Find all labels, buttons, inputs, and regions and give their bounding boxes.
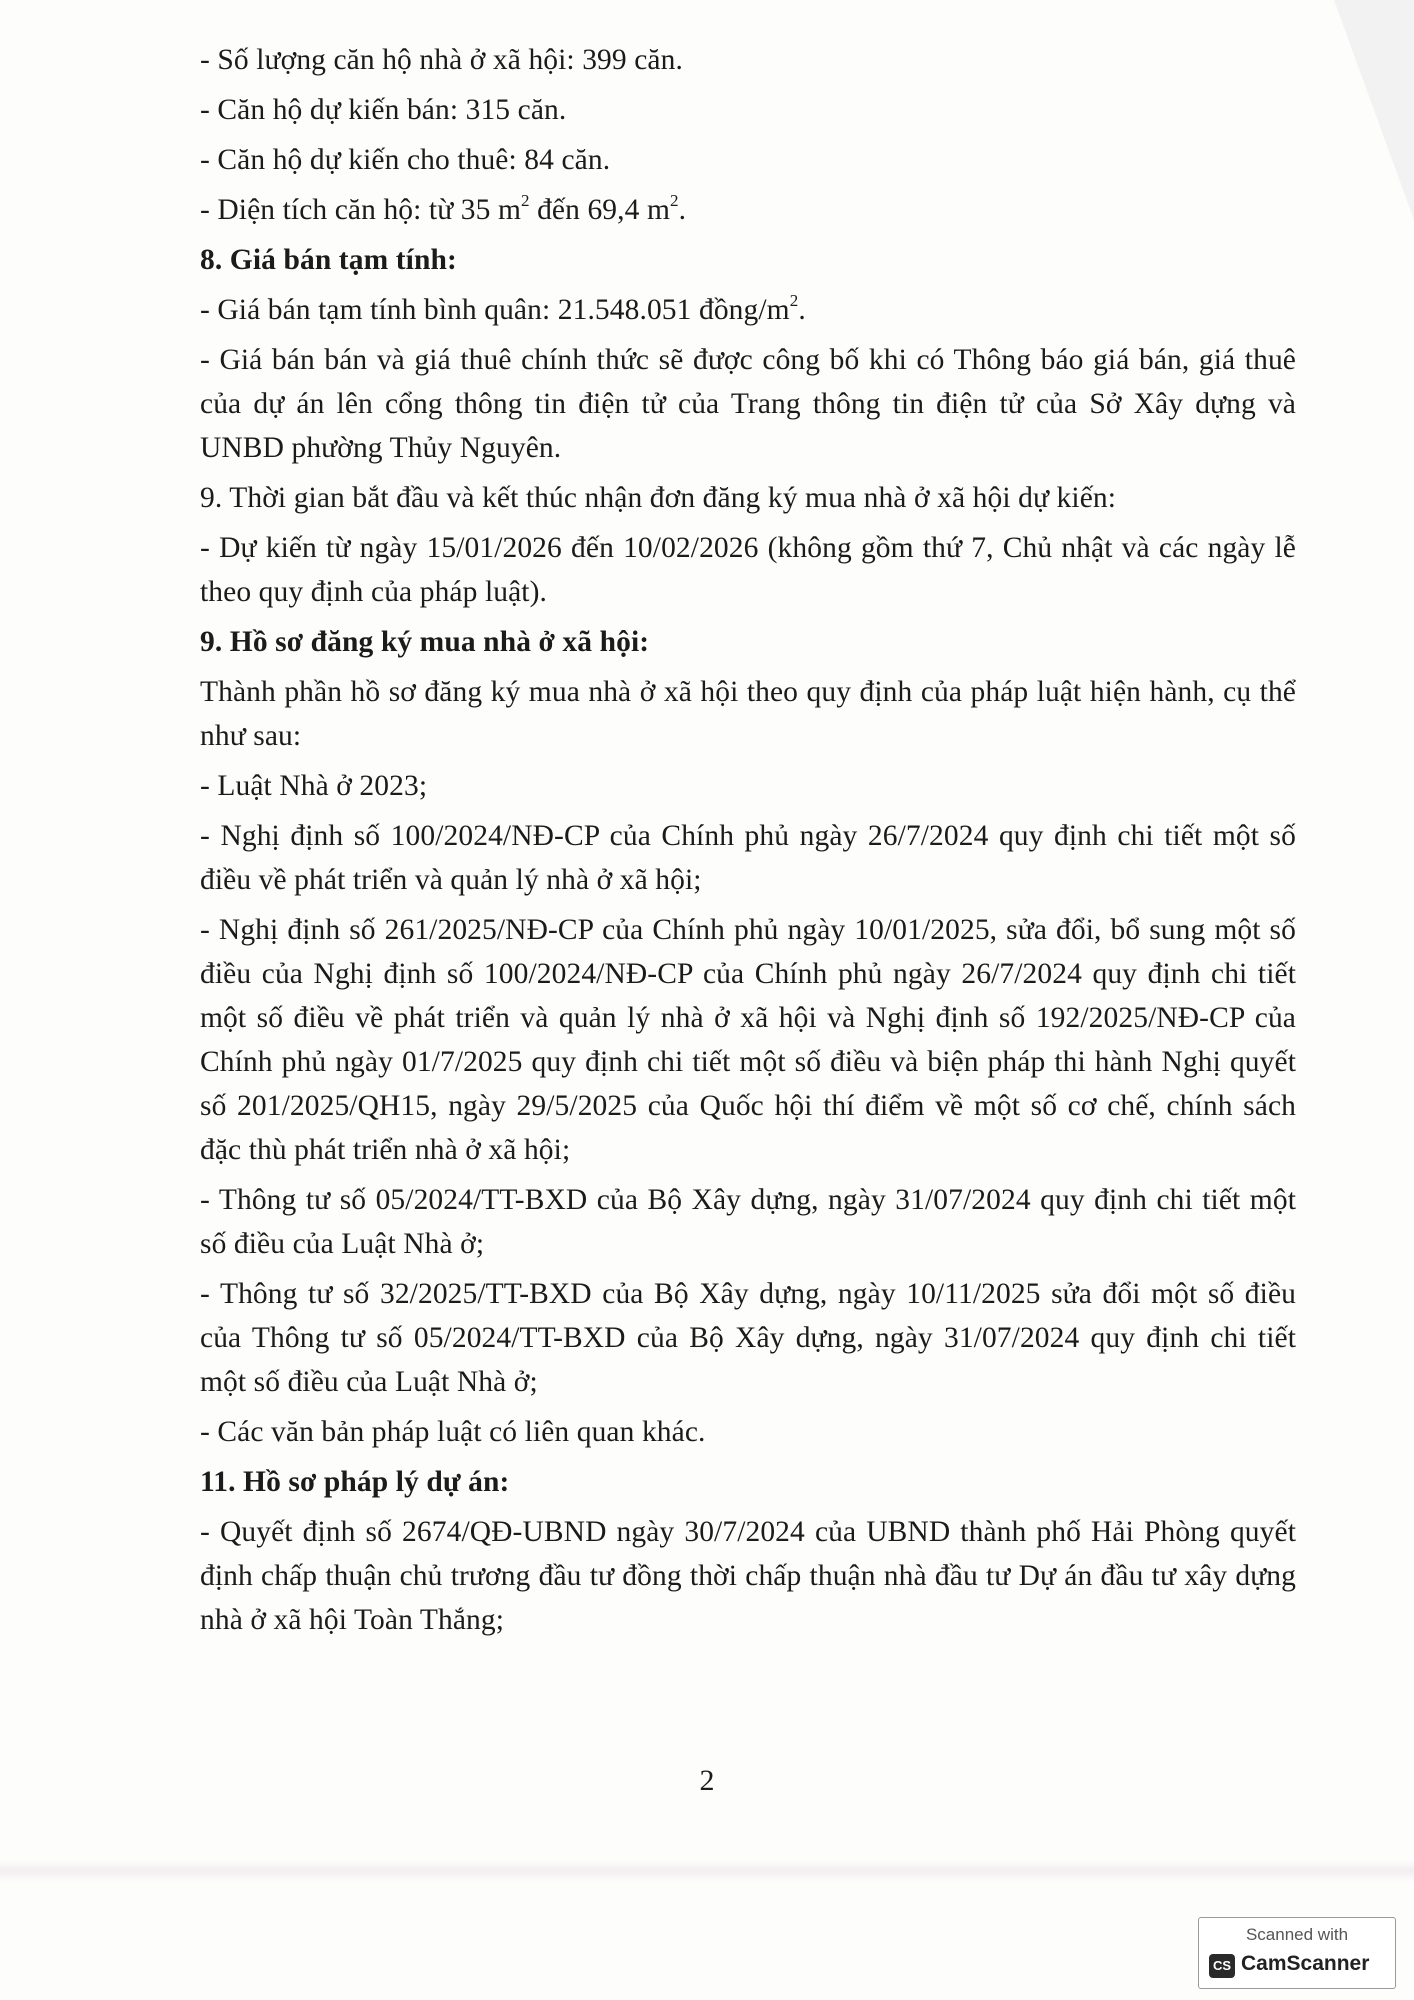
apartment-area: - Diện tích căn hộ: từ 35 $m^2$ đến 69,4 $m^2$. (200, 191, 687, 226)
list-item: - Căn hộ dự kiến cho thuê: 84 căn. (200, 144, 611, 176)
page-number: 2 (699, 1764, 715, 1797)
docs-intro: Thành phần hồ sơ đăng ký mua nhà ở xã hội theo quy định của pháp luật hiện hành, cụ thể như sau: (200, 676, 1296, 752)
section-heading-9-docs: 9. Hồ sơ đăng ký mua nhà ở xã hội: (200, 626, 650, 658)
list-item: - Quyết định số 2674/QĐ-UBND ngày 30/7/2024 của UBND thành phố Hải Phòng quyết định chấp thuận chủ trương đầu tư đồng thời chấp thuận nhà đầu tư Dự án đầu tư xây dựng nhà ở xã hội Toàn Thắng; (200, 1516, 1296, 1636)
list-item: - Thông tư số 32/2025/TT-BXD của Bộ Xây dựng, ngày 10/11/2025 sửa đổi một số điều của Thông tư số 05/2024/TT-BXD của Bộ Xây dựng, ngày 31/07/2024 quy định chi tiết một số điều của Luật Nhà ở; (200, 1278, 1296, 1398)
list-item: - Nghị định số 261/2025/NĐ-CP của Chính phủ ngày 10/01/2025, sửa đổi, bổ sung một số điều của Nghị định số 100/2024/NĐ-CP của Chính phủ ngày 26/7/2024 quy định chi tiết một số điều về phát triển và quản lý nhà ở xã hội và Nghị định số 192/2025/NĐ-CP của Chính phủ ngày 01/7/2025 quy định chi tiết một số điều và biện pháp thi hành Nghị quyết số 201/2025/QH15, ngày 29/5/2025 của Quốc hội thí điểm về một số cơ chế, chính sách đặc thù phát triển nhà ở xã hội; (200, 914, 1296, 1166)
badge-brand: CamScanner (1241, 1952, 1370, 1975)
folded-corner (1334, 0, 1414, 220)
section-heading-8: 8. Giá bán tạm tính: (200, 244, 457, 276)
list-item: - Các văn bản pháp luật có liên quan khác. (200, 1416, 706, 1448)
section-heading-9-time: 9. Thời gian bắt đầu và kết thúc nhận đơn đăng ký mua nhà ở xã hội dự kiến: (200, 482, 1117, 514)
scan-artifact-band (0, 1860, 1414, 1882)
document-body (200, 38, 1296, 1648)
list-item: - Căn hộ dự kiến bán: 315 căn. (200, 94, 567, 126)
list-item: - Số lượng căn hộ nhà ở xã hội: 399 căn. (200, 44, 683, 76)
price-note: - Giá bán bán và giá thuê chính thức sẽ được công bố khi có Thông báo giá bán, giá thuê của dự án lên cổng thông tin điện tử của Trang thông tin điện tử của Sở Xây dựng và UNBD phường Thủy Nguyên. (200, 344, 1296, 464)
time-text: - Dự kiến từ ngày 15/01/2026 đến 10/02/2026 (không gồm thứ 7, Chủ nhật và các ngày lễ theo quy định của pháp luật). (200, 532, 1296, 608)
camscanner-badge (1198, 1917, 1396, 1989)
average-price: - Giá bán tạm tính bình quân: 21.548.051 đồng/$m^2$. (200, 291, 806, 326)
list-item: - Thông tư số 05/2024/TT-BXD của Bộ Xây dựng, ngày 31/07/2024 quy định chi tiết một số điều của Luật Nhà ở; (200, 1184, 1296, 1260)
badge-caption: Scanned with (1245, 1925, 1349, 1944)
section-heading-11: 11. Hồ sơ pháp lý dự án: (200, 1466, 510, 1498)
camscanner-logo-icon: CS (1209, 1954, 1235, 1978)
list-item: - Luật Nhà ở 2023; (200, 770, 428, 802)
list-item: - Nghị định số 100/2024/NĐ-CP của Chính phủ ngày 26/7/2024 quy định chi tiết một số điều về phát triển và quản lý nhà ở xã hội; (200, 820, 1296, 896)
